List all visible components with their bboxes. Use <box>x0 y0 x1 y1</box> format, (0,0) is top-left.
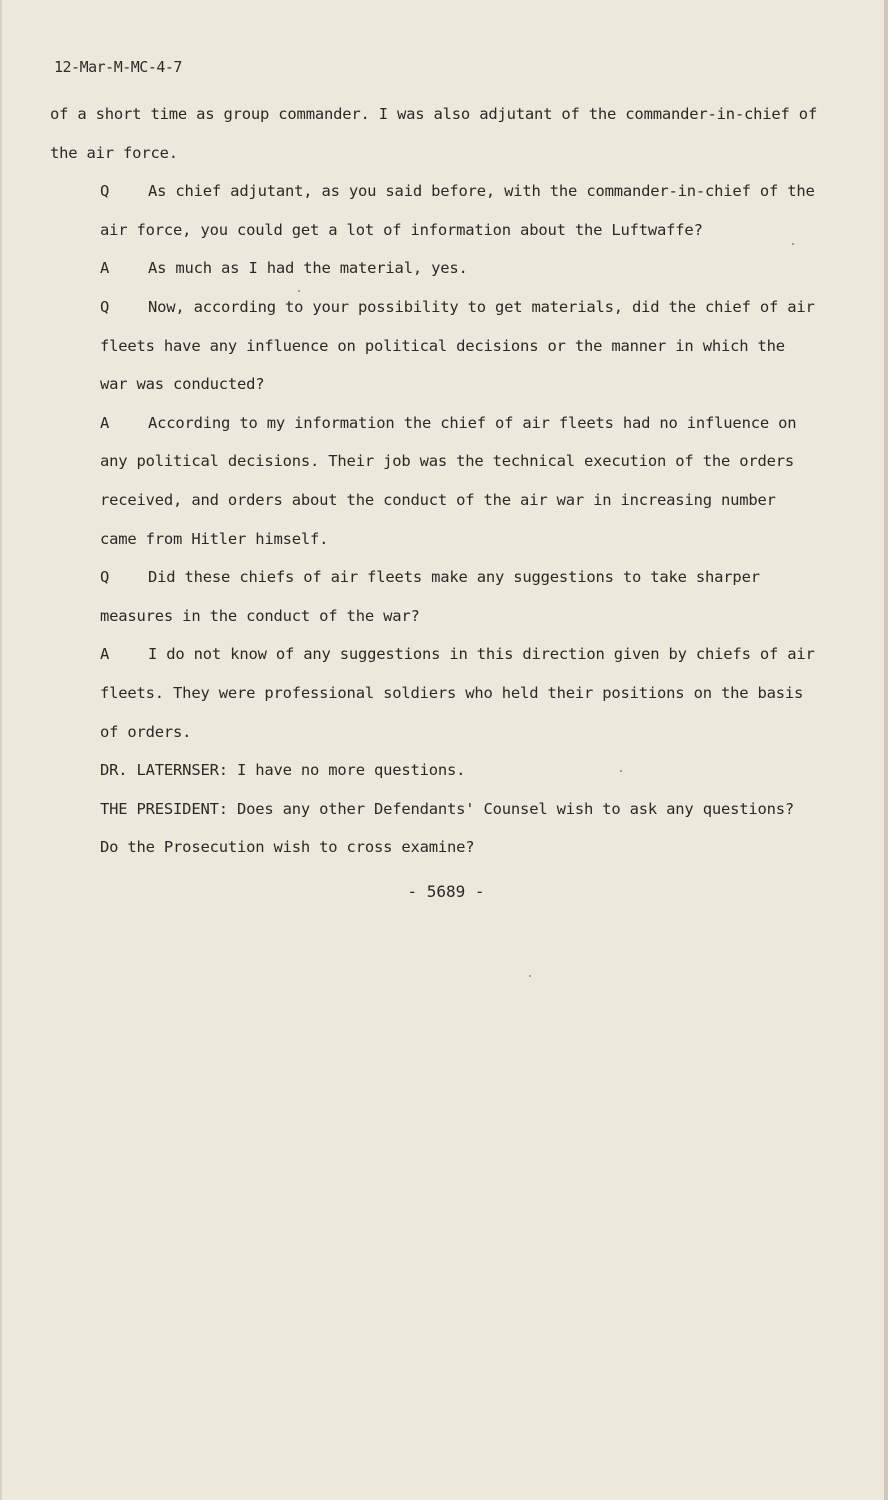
paragraph-question <box>50 288 820 404</box>
paragraph-answer <box>50 404 820 558</box>
document-reference: 12-Mar-M-MC-4-7 <box>54 58 182 76</box>
paragraph-statement <box>50 751 820 790</box>
paper-speck <box>620 770 622 772</box>
paragraph-text: THE PRESIDENT: Does any other Defendants' Counsel wish to ask any questions? Do the Prosecution wish to cross examine? <box>100 799 795 857</box>
paragraph-statement <box>50 790 820 867</box>
paper-speck <box>298 290 300 292</box>
paragraph-answer <box>50 249 820 288</box>
speaker-label: Q <box>100 182 110 201</box>
page-number: - 5689 - <box>407 882 485 901</box>
paragraph-question <box>50 558 820 635</box>
paragraph-text: Did these chiefs of air fleets make any suggestions to take sharper measures in the conduct of the war? <box>100 568 760 625</box>
paragraph-text: I do not know of any suggestions in this direction given by chiefs of air fleets. They were professional soldiers who held their positions on the basis of orders. <box>100 645 815 741</box>
paragraph-text: Now, according to your possibility to get materials, did the chief of air fleets have any influence on political decisions or the manner in which the war was conducted? <box>100 297 815 394</box>
paragraph-text: DR. LATERNSER: I have no more questions. <box>100 761 466 780</box>
speaker-label: A <box>100 645 110 664</box>
paper-speck <box>792 243 794 245</box>
paragraph-continuation <box>50 95 820 172</box>
paragraph-text: According to my information the chief of air fleets had no influence on any political decisions. Their job was the technical execution of the orders received, and orders about the conduct of the air war in increasing number came from Hitler himself. <box>100 413 797 548</box>
paragraph-text: of a short time as group commander. I was also adjutant of the commander-in-chief of the air force. <box>50 105 818 162</box>
paragraph-answer <box>50 635 820 751</box>
speaker-label: A <box>100 413 110 432</box>
speaker-label: Q <box>100 568 110 587</box>
speaker-label: A <box>100 259 110 278</box>
paragraph-text: As chief adjutant, as you said before, with the commander-in-chief of the air force, you could get a lot of information about the Luftwaffe? <box>100 182 815 239</box>
paragraph-text: As much as I had the material, yes. <box>148 259 468 278</box>
paragraph-question <box>50 172 820 249</box>
paper-speck <box>529 975 531 977</box>
speaker-label: Q <box>100 297 110 316</box>
transcript-body <box>50 95 820 867</box>
